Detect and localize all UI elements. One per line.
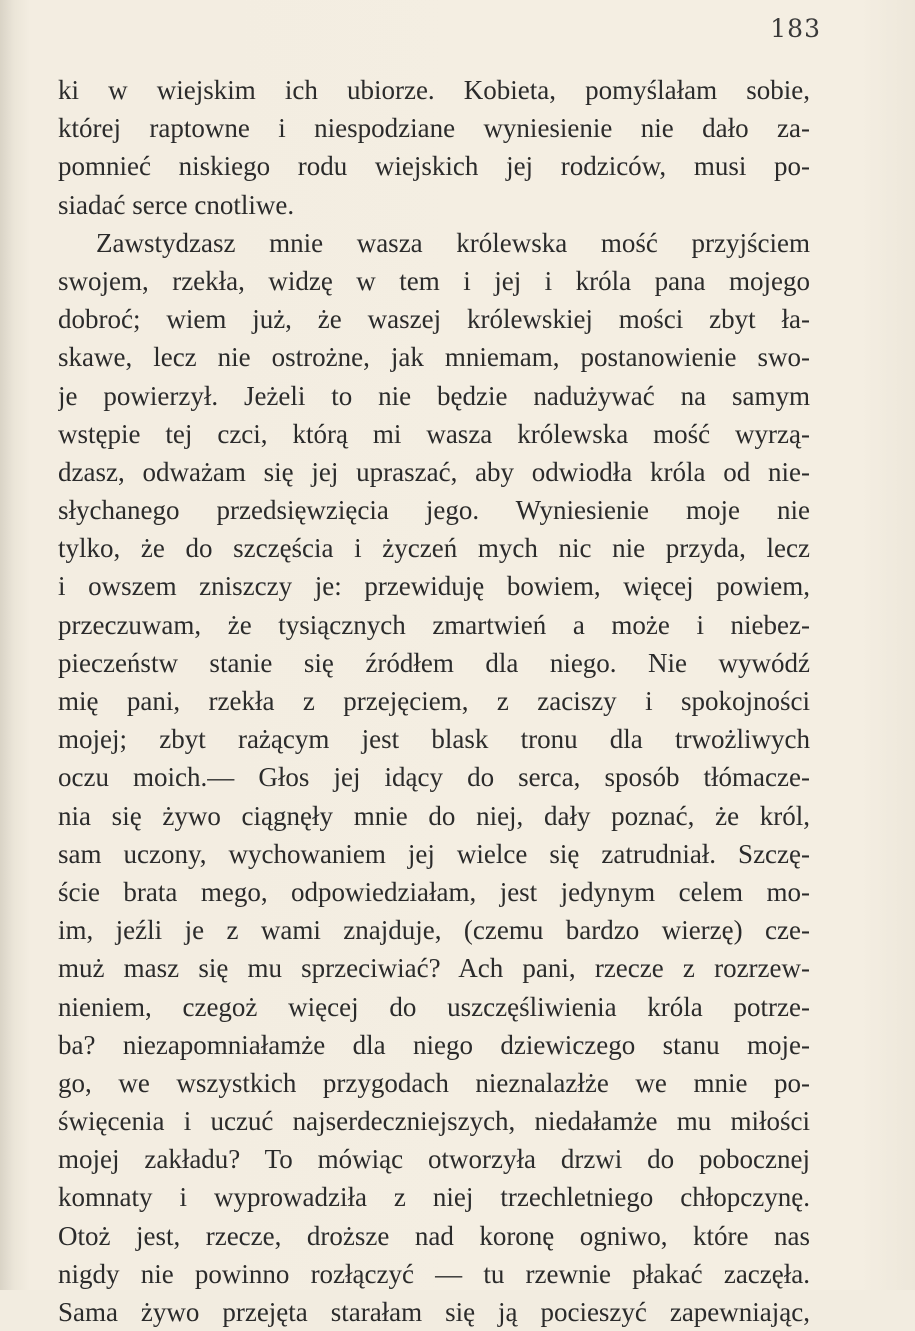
text-line: święcenia i uczuć najserdeczniejszych, niedałamże mu miłości: [58, 1106, 810, 1137]
text-line: wstępie tej czci, którą mi wasza królewska mość wyrzą-: [58, 418, 810, 449]
text-line: Zawstydzasz mnie wasza królewska mość przyjściem: [96, 227, 810, 258]
body-text: [58, 71, 810, 1331]
text-line: skawe, lecz nie ostrożne, jak mniemam, postanowienie swo-: [58, 342, 810, 373]
text-line: Otoż jest, rzecze, droższe nad koronę ogniwo, które nas: [58, 1220, 810, 1251]
text-line: siadać serce cnotliwe.: [58, 189, 295, 220]
text-line: której raptowne i niespodziane wyniesienie nie dało za-: [58, 113, 810, 144]
text-line: przeczuwam, że tysiącznych zmartwień a może i niebez-: [58, 609, 810, 640]
text-line: pomnieć niskiego rodu wiejskich jej rodziców, musi po-: [58, 151, 810, 182]
text-line: i owszem zniszczy je: przewiduję bowiem, więcej powiem,: [58, 571, 810, 602]
text-line: je powierzył. Jeżeli to nie będzie nadużywać na samym: [58, 380, 810, 411]
text-line: go, we wszystkich przygodach nieznalazłże we mnie po-: [58, 1067, 810, 1098]
text-line: pieczeństw stanie się źródłem dla niego. Nie wywódź: [58, 647, 810, 678]
text-line: mojej zakładu? To mówiąc otworzyła drzwi do pobocznej: [58, 1144, 810, 1175]
text-line: dzasz, odważam się jej upraszać, aby odwiodła króla od nie-: [58, 456, 810, 487]
text-line: mię pani, rzekła z przejęciem, z zaciszy i spokojności: [58, 686, 810, 716]
page-number: 183: [770, 14, 821, 43]
text-line: nigdy nie powinno rozłączyć — tu rzewnie płakać zaczęła.: [58, 1258, 810, 1289]
text-line: Sama żywo przejęta starałam się ją pocieszyć zapewniając,: [58, 1297, 810, 1327]
text-line: ba? niezapomniałamże dla niego dziewiczego stanu moje-: [58, 1029, 810, 1060]
text-line: słychanego przedsięwzięcia jego. Wyniesienie moje nie: [58, 495, 810, 526]
text-line: ście brata mego, odpowiedziałam, jest jedynym celem mo-: [58, 876, 810, 907]
text-line: dobroć; wiem już, że waszej królewskiej mości zbyt ła-: [58, 304, 810, 335]
text-line: swojem, rzekła, widzę w tem i jej i króla pana mojego: [58, 265, 810, 296]
text-line: nia się żywo ciągnęły mnie do niej, dały poznać, że król,: [58, 800, 810, 831]
text-line: tylko, że do szczęścia i życzeń mych nic nie przyda, lecz: [58, 533, 810, 564]
text-line: im, jeźli je z wami znajduje, (czemu bardzo wierzę) cze-: [58, 915, 810, 946]
text-line: mojej; zbyt rażącym jest blask tronu dla trwożliwych: [58, 724, 810, 755]
text-line: muż masz się mu sprzeciwiać? Ach pani, rzecze z rozrzew-: [58, 953, 810, 984]
text-line: sam uczony, wychowaniem jej wielce się zatrudniał. Szczę-: [58, 838, 810, 869]
text-line: ki w wiejskim ich ubiorze. Kobieta, pomyślałam sobie,: [58, 75, 810, 105]
text-line: oczu moich.— Głos jej idący do serca, sposób tłómacze-: [58, 762, 810, 793]
text-line: komnaty i wyprowadziła z niej trzechletniego chłopczynę.: [58, 1182, 810, 1213]
text-line: nieniem, czegoż więcej do uszczęśliwienia króla potrze-: [58, 991, 810, 1022]
